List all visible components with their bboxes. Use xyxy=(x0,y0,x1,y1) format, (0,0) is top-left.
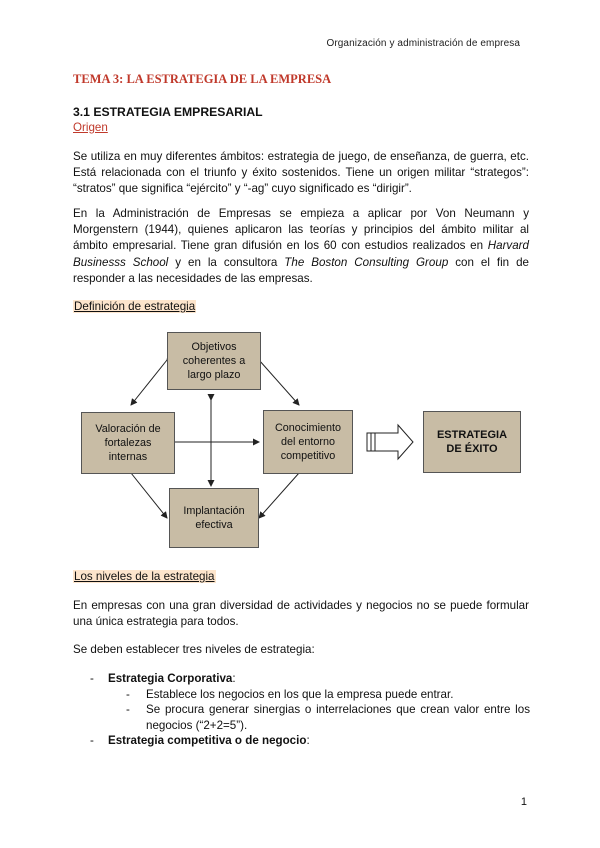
origen-p2-harvard: Harvard Businesss School xyxy=(73,239,529,269)
subheading-niveles xyxy=(73,570,216,583)
origen-p2-c: con el fin de responder a las necesidades de las empresas. xyxy=(73,255,529,285)
niveles-list xyxy=(90,671,530,749)
arrow-top-left xyxy=(131,360,167,405)
list-item-corporativa xyxy=(90,671,530,687)
item1-colon: : xyxy=(232,672,236,685)
box-objetivos-line3: largo plazo xyxy=(187,369,241,381)
origen-p2-b: y en la consultora xyxy=(168,255,285,269)
sublist-dash: - xyxy=(126,703,130,716)
definicion-heading: Definición de estrategia xyxy=(74,300,196,313)
item1-title: Estrategia Corporativa xyxy=(108,672,233,685)
box-valoracion-line3: internas xyxy=(108,451,148,463)
origen-heading: Origen xyxy=(73,121,108,134)
box-implantacion-line1: Implantación xyxy=(183,505,245,517)
sublist-dash: - xyxy=(126,687,130,701)
subheading-definicion xyxy=(73,300,196,313)
list-dash: - xyxy=(90,734,94,747)
corporativa-sublist xyxy=(90,687,530,734)
sublist-item-2-text: Se procura generar sinergias o interrelaciones que crean valor entre los negocios (“2+2=5”). xyxy=(146,703,530,732)
box-conocimiento-line3: competitivo xyxy=(280,450,336,462)
page-number: 1 xyxy=(520,796,527,808)
origen-p2-text xyxy=(73,206,529,287)
box-conocimiento-line1: Conocimiento xyxy=(274,422,341,434)
box-valoracion-line1: Valoración de xyxy=(95,423,161,435)
niveles-p1-text: En empresas con una gran diversidad de actividades y negocios no se puede formular una única estrategia para todos. xyxy=(73,599,529,629)
strategy-diagram xyxy=(73,328,533,558)
origen-paragraph-1 xyxy=(73,149,529,198)
item2-title: Estrategia competitiva o de negocio xyxy=(108,734,307,747)
list-dash: - xyxy=(90,672,94,685)
box-valoracion xyxy=(81,412,175,474)
chapter-title: TEMA 3: LA ESTRATEGIA DE LA EMPRESA xyxy=(73,72,332,86)
list-item-competitiva xyxy=(90,733,530,749)
arrow-left-bottom xyxy=(131,473,167,518)
box-estrategia-line2: DE ÉXITO xyxy=(446,443,498,455)
niveles-p2-text: Se deben establecer tres niveles de estrategia: xyxy=(73,643,315,656)
niveles-paragraph-2 xyxy=(73,642,529,658)
sublist-item-2 xyxy=(90,702,530,733)
sublist-item-1-text: Establece los negocios en los que la empresa puede entrar. xyxy=(146,687,454,701)
box-valoracion-line2: fortalezas xyxy=(104,437,152,449)
niveles-heading: Los niveles de la estrategia xyxy=(74,570,215,583)
hollow-arrow-icon xyxy=(367,425,413,459)
box-implantacion xyxy=(169,488,259,548)
niveles-paragraph-1 xyxy=(73,598,529,630)
sublist-item-1 xyxy=(90,687,530,703)
page-header: Organización y administración de empresa xyxy=(326,38,520,49)
box-estrategia-line1: ESTRATEGIA xyxy=(436,429,508,441)
origen-p1-text: Se utiliza en muy diferentes ámbitos: estrategia de juego, de enseñanza, de guerra, etc. Está relacionada con el triunfo y éxito sostenidos. Tiene un origen militar “strategos”: “stratos” que significa “ejército” y “-ag” cuyo significado es “dirigir”. xyxy=(73,150,529,196)
box-conocimiento xyxy=(263,410,353,474)
box-objetivos-line1: Objetivos xyxy=(191,341,237,353)
origen-paragraph-2 xyxy=(73,206,529,287)
arrow-top-right xyxy=(259,360,299,405)
origen-p2-a: En la Administración de Empresas se empieza a aplicar por Von Neumann y Morgenstern (1944), quienes aplicaron las teorías y principios del ámbito militar al ámbito empresarial. Tiene gran difusión en los 60 con estudios realizados en xyxy=(73,207,529,253)
box-estrategia-exito xyxy=(423,411,521,473)
box-implantacion-line2: efectiva xyxy=(195,519,233,531)
box-conocimiento-line2: del entorno xyxy=(280,436,335,448)
section-title: 3.1 ESTRATEGIA EMPRESARIAL xyxy=(73,105,263,119)
box-objetivos-line2: coherentes a xyxy=(182,355,246,367)
origen-p2-bcg: The Boston Consulting Group xyxy=(284,255,449,269)
subheading-origen xyxy=(73,121,108,134)
item2-colon: : xyxy=(306,734,310,747)
arrow-right-bottom xyxy=(259,473,299,518)
box-objetivos xyxy=(167,332,261,390)
